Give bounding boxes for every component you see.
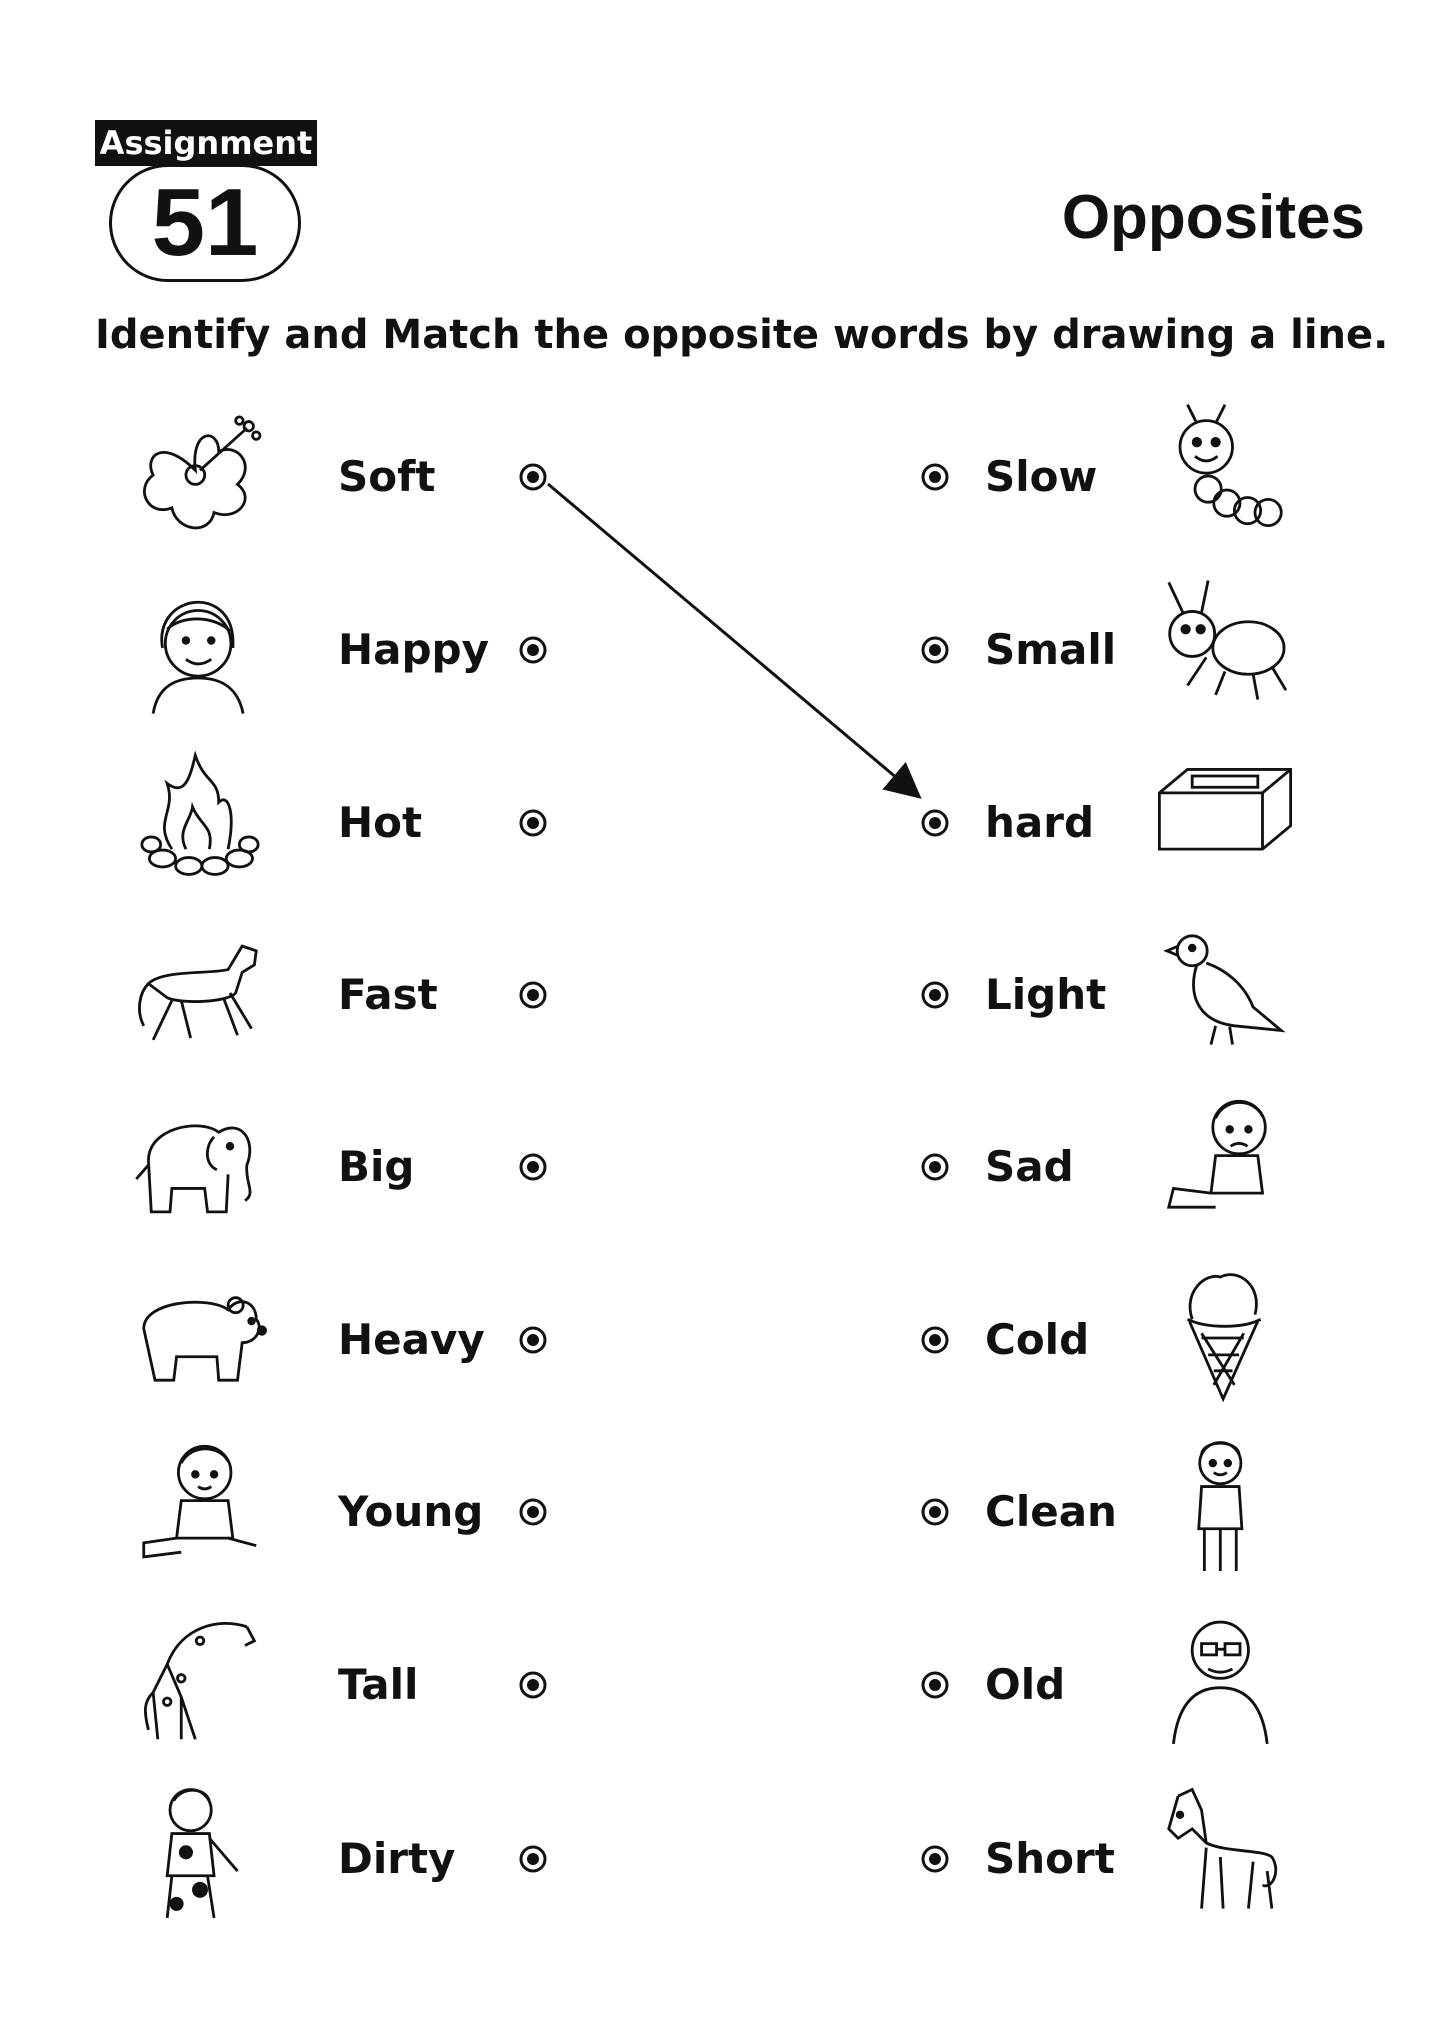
matching-row xyxy=(0,573,1445,746)
matching-row xyxy=(0,1090,1445,1263)
campfire-icon xyxy=(125,746,275,896)
assignment-number: 51 xyxy=(109,164,301,282)
right-dot-short[interactable] xyxy=(920,1844,950,1874)
left-word-soft: Soft xyxy=(338,452,436,501)
dirty-boy-icon xyxy=(125,1782,275,1932)
hibiscus-flower-icon xyxy=(125,400,275,550)
right-dot-hard[interactable] xyxy=(920,808,950,838)
right-word-old: Old xyxy=(985,1660,1066,1709)
left-word-fast: Fast xyxy=(338,970,438,1019)
left-word-dirty: Dirty xyxy=(338,1834,456,1883)
matching-row xyxy=(0,746,1445,919)
elephant-icon xyxy=(125,1090,275,1240)
left-dot-soft[interactable] xyxy=(518,462,548,492)
bear-icon xyxy=(125,1263,275,1413)
brick-icon xyxy=(1150,746,1300,896)
left-dot-fast[interactable] xyxy=(518,980,548,1010)
matching-row xyxy=(0,918,1445,1091)
page-title: Opposites xyxy=(1061,183,1365,252)
smiling-girl-icon xyxy=(125,573,275,723)
right-word-hard: hard xyxy=(985,798,1095,847)
left-word-happy: Happy xyxy=(338,625,489,674)
right-dot-light[interactable] xyxy=(920,980,950,1010)
matching-row xyxy=(0,400,1445,573)
pigeon-icon xyxy=(1150,918,1300,1068)
right-word-small: Small xyxy=(985,625,1117,674)
left-word-hot: Hot xyxy=(338,798,423,847)
sad-boy-icon xyxy=(1150,1090,1300,1240)
matching-row xyxy=(0,1608,1445,1781)
right-dot-cold[interactable] xyxy=(920,1325,950,1355)
ice-cream-cone-icon xyxy=(1150,1263,1300,1413)
left-dot-dirty[interactable] xyxy=(518,1844,548,1874)
left-dot-heavy[interactable] xyxy=(518,1325,548,1355)
caterpillar-icon xyxy=(1150,400,1300,550)
left-word-big: Big xyxy=(338,1142,415,1191)
right-dot-sad[interactable] xyxy=(920,1152,950,1182)
left-word-tall: Tall xyxy=(338,1660,419,1709)
left-word-heavy: Heavy xyxy=(338,1315,485,1364)
left-dot-hot[interactable] xyxy=(518,808,548,838)
right-dot-slow[interactable] xyxy=(920,462,950,492)
instruction-text: Identify and Match the opposite words by drawing a line. xyxy=(95,312,1389,358)
sitting-boy-icon xyxy=(125,1435,275,1585)
giraffe-icon xyxy=(125,1608,275,1758)
right-word-slow: Slow xyxy=(985,452,1098,501)
right-word-short: Short xyxy=(985,1834,1115,1883)
matching-row xyxy=(0,1782,1445,1955)
clean-boy-icon xyxy=(1150,1435,1300,1585)
matching-row xyxy=(0,1263,1445,1436)
pony-icon xyxy=(1150,1782,1300,1932)
right-dot-clean[interactable] xyxy=(920,1497,950,1527)
left-dot-young[interactable] xyxy=(518,1497,548,1527)
right-word-light: Light xyxy=(985,970,1107,1019)
left-dot-big[interactable] xyxy=(518,1152,548,1182)
right-word-clean: Clean xyxy=(985,1487,1117,1536)
left-dot-tall[interactable] xyxy=(518,1670,548,1700)
right-word-sad: Sad xyxy=(985,1142,1074,1191)
right-dot-old[interactable] xyxy=(920,1670,950,1700)
ant-icon xyxy=(1150,573,1300,723)
matching-row xyxy=(0,1435,1445,1608)
right-word-cold: Cold xyxy=(985,1315,1090,1364)
assignment-label: Assignment xyxy=(95,120,317,166)
right-dot-small[interactable] xyxy=(920,635,950,665)
old-man-icon xyxy=(1150,1608,1300,1758)
left-word-young: Young xyxy=(338,1487,484,1536)
running-horse-icon xyxy=(125,918,275,1068)
left-dot-happy[interactable] xyxy=(518,635,548,665)
